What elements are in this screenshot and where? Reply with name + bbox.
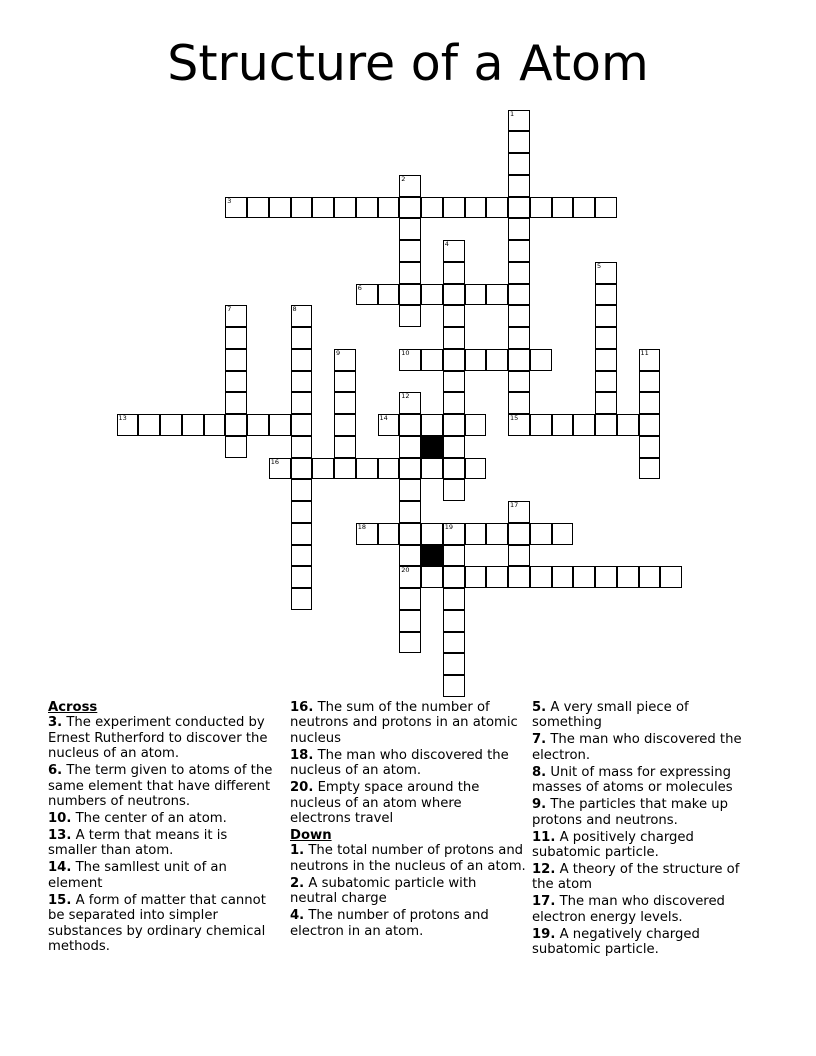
grid-cell[interactable]: [639, 392, 661, 414]
grid-cell[interactable]: [508, 218, 530, 240]
grid-cell[interactable]: [595, 197, 617, 219]
grid-cell[interactable]: [399, 545, 421, 567]
grid-cell[interactable]: [595, 566, 617, 588]
grid-cell[interactable]: [443, 566, 465, 588]
grid-cell[interactable]: [508, 392, 530, 414]
clue-item: [290, 843, 526, 874]
clue-number: 9: [336, 348, 341, 357]
clue-number: 2.: [290, 875, 305, 891]
grid-cell[interactable]: [443, 523, 465, 545]
clue-item: [48, 715, 276, 761]
grid-cell[interactable]: [660, 566, 682, 588]
clue-number: 17: [510, 501, 519, 509]
grid-cell[interactable]: [291, 436, 313, 458]
grid-cell[interactable]: [269, 197, 291, 219]
clue-text: A term that means it is smaller than atom.: [48, 828, 228, 859]
clue-list: [290, 843, 526, 939]
clue-text: Unit of mass for expressing masses of atoms or molecules: [532, 764, 733, 796]
clue-number: 12: [401, 392, 410, 401]
clue-number: 14.: [48, 860, 72, 876]
grid-cell[interactable]: [595, 349, 617, 371]
grid-cell[interactable]: [399, 632, 421, 654]
grid-cell[interactable]: [421, 349, 443, 371]
grid-cell[interactable]: [486, 197, 508, 219]
clue-item: [48, 828, 276, 859]
grid-cell[interactable]: [552, 523, 574, 545]
grid-cell[interactable]: [225, 305, 247, 327]
grid-cell[interactable]: [356, 458, 378, 480]
grid-cell[interactable]: [508, 240, 530, 262]
grid-cell[interactable]: [465, 197, 487, 219]
clue-number: 6: [357, 283, 362, 292]
clue-text: The sum of the number of neutrons and protons in an atomic nucleus: [290, 700, 518, 746]
grid-cell[interactable]: [378, 523, 400, 545]
clue-number: 11: [640, 348, 649, 357]
clue-text: The man who discovered the nucleus of an atom.: [290, 747, 509, 779]
grid-cell[interactable]: [291, 523, 313, 545]
clue-text: The man who discovered electron energy levels.: [532, 894, 725, 925]
clue-number: 8.: [532, 764, 547, 780]
grid-cell[interactable]: [399, 566, 421, 588]
grid-cell[interactable]: [443, 414, 465, 436]
grid-cell[interactable]: [595, 392, 617, 414]
grid-cell[interactable]: [356, 523, 378, 545]
black-square: [421, 436, 443, 458]
grid-cell[interactable]: [508, 327, 530, 349]
clue-item: [532, 765, 762, 796]
clue-number: 20.: [290, 780, 314, 796]
grid-cell[interactable]: [508, 414, 530, 436]
grid-cell[interactable]: [639, 349, 661, 371]
clue-item: [48, 811, 276, 826]
grid-cell[interactable]: [421, 197, 443, 219]
clue-number: 6.: [48, 763, 63, 779]
clue-number: 18.: [290, 747, 314, 763]
clue-number: 7: [227, 305, 232, 314]
grid-cell[interactable]: [465, 349, 487, 371]
grid-cell[interactable]: [291, 349, 313, 371]
puzzle-title: Structure of a Atom: [167, 35, 649, 92]
grid-cell[interactable]: [291, 479, 313, 501]
grid-cell[interactable]: [399, 479, 421, 501]
grid-cell[interactable]: [225, 197, 247, 219]
grid-cell[interactable]: [508, 110, 530, 132]
grid-cell[interactable]: [247, 414, 269, 436]
clue-text: The term given to atoms of the same element that have different numbers of neutrons.: [48, 763, 273, 810]
grid-cell[interactable]: [378, 414, 400, 436]
grid-cell[interactable]: [595, 284, 617, 306]
clue-text: A very small piece of something: [532, 700, 689, 731]
grid-cell[interactable]: [399, 436, 421, 458]
clue-text: The experiment conducted by Ernest Rutherford to discover the nucleus of an atom.: [48, 715, 268, 762]
grid-cell[interactable]: [291, 392, 313, 414]
clue-number: 5: [597, 261, 602, 270]
clue-item: [48, 763, 276, 809]
down-heading: Down: [290, 828, 332, 844]
grid-cell[interactable]: [334, 392, 356, 414]
grid-cell[interactable]: [443, 392, 465, 414]
grid-cell[interactable]: [508, 545, 530, 567]
clue-number: 10: [401, 348, 410, 357]
grid-cell[interactable]: [508, 371, 530, 393]
grid-cell[interactable]: [291, 305, 313, 327]
clue-text: A subatomic particle with neutral charge: [290, 875, 477, 907]
grid-cell[interactable]: [465, 523, 487, 545]
clue-item: [290, 780, 526, 826]
clue-item: [48, 860, 276, 891]
grid-cell[interactable]: [399, 523, 421, 545]
clue-text: The number of protons and electron in an atom.: [290, 908, 489, 939]
grid-cell[interactable]: [530, 523, 552, 545]
grid-cell[interactable]: [573, 414, 595, 436]
grid-cell[interactable]: [291, 588, 313, 610]
clue-number: 7.: [532, 732, 547, 748]
grid-cell[interactable]: [291, 501, 313, 523]
clue-item: [48, 893, 276, 955]
clue-number: 18: [357, 522, 367, 531]
clue-item: [532, 700, 762, 731]
clue-number: 4: [444, 240, 449, 248]
grid-cell[interactable]: [508, 175, 530, 197]
grid-cell[interactable]: [399, 197, 421, 219]
grid-cell[interactable]: [225, 371, 247, 393]
clue-list: [532, 700, 762, 958]
black-square: [421, 545, 443, 567]
clue-text: The particles that make up protons and neutrons.: [532, 797, 728, 828]
grid-cell[interactable]: [356, 197, 378, 219]
clue-number: 2: [401, 174, 406, 183]
clue-text: The samllest unit of an element: [48, 860, 227, 891]
grid-cell[interactable]: [269, 414, 291, 436]
grid-cell[interactable]: [225, 392, 247, 414]
grid-cell[interactable]: [399, 458, 421, 480]
grid-cell[interactable]: [291, 458, 313, 480]
grid-cell[interactable]: [291, 327, 313, 349]
grid-cell[interactable]: [552, 566, 574, 588]
grid-cell[interactable]: [356, 284, 378, 306]
grid-cell[interactable]: [595, 414, 617, 436]
grid-cell[interactable]: [334, 197, 356, 219]
grid-cell[interactable]: [573, 197, 595, 219]
grid-cell[interactable]: [421, 566, 443, 588]
clue-text: A positively charged subatomic particle.: [532, 829, 694, 861]
grid-cell[interactable]: [486, 284, 508, 306]
grid-cell[interactable]: [204, 414, 226, 436]
grid-cell[interactable]: [334, 414, 356, 436]
clue-text: The center of an atom.: [71, 811, 227, 827]
grid-cell[interactable]: [269, 458, 291, 480]
grid-cell[interactable]: [443, 675, 465, 697]
grid-cell[interactable]: [312, 197, 334, 219]
grid-cell[interactable]: [443, 610, 465, 632]
grid-cell[interactable]: [334, 349, 356, 371]
grid-cell[interactable]: [595, 262, 617, 284]
clue-text: The man who discovered the electron.: [532, 732, 742, 763]
grid-cell[interactable]: [595, 371, 617, 393]
grid-cell[interactable]: [443, 284, 465, 306]
grid-cell[interactable]: [443, 653, 465, 675]
grid-cell[interactable]: [639, 414, 661, 436]
grid-cell[interactable]: [399, 588, 421, 610]
grid-cell[interactable]: [595, 327, 617, 349]
grid-cell[interactable]: [486, 349, 508, 371]
clue-item: [532, 830, 762, 861]
grid-cell[interactable]: [421, 284, 443, 306]
clue-number: 8: [292, 305, 297, 314]
clue-text: A negatively charged subatomic particle.: [532, 926, 700, 958]
grid-cell[interactable]: [443, 240, 465, 262]
grid-cell[interactable]: [508, 284, 530, 306]
grid-cell[interactable]: [465, 566, 487, 588]
grid-cell[interactable]: [378, 197, 400, 219]
grid-cell[interactable]: [334, 371, 356, 393]
grid-cell[interactable]: [399, 262, 421, 284]
clue-text: A form of matter that cannot be separated into simpler substances by ordinary chemical methods.: [48, 892, 266, 955]
grid-cell[interactable]: [508, 566, 530, 588]
grid-cell[interactable]: [443, 545, 465, 567]
grid-cell[interactable]: [421, 414, 443, 436]
clue-list: [290, 700, 526, 826]
grid-cell[interactable]: [486, 566, 508, 588]
grid-cell[interactable]: [508, 262, 530, 284]
clue-item: [290, 908, 526, 939]
grid-cell[interactable]: [595, 305, 617, 327]
clue-number: 10.: [48, 811, 72, 827]
grid-cell[interactable]: [508, 523, 530, 545]
grid-cell[interactable]: [399, 392, 421, 414]
grid-cell[interactable]: [443, 327, 465, 349]
grid-cell[interactable]: [291, 414, 313, 436]
grid-cell[interactable]: [465, 458, 487, 480]
grid-cell[interactable]: [443, 262, 465, 284]
clue-number: 19.: [532, 926, 556, 942]
grid-cell[interactable]: [443, 436, 465, 458]
grid-cell[interactable]: [160, 414, 182, 436]
grid-cell[interactable]: [399, 414, 421, 436]
clue-number: 16: [270, 457, 280, 466]
grid-cell[interactable]: [117, 414, 139, 436]
grid-cell[interactable]: [399, 349, 421, 371]
grid-cell[interactable]: [378, 458, 400, 480]
clue-item: [532, 862, 762, 893]
grid-cell[interactable]: [443, 197, 465, 219]
clue-item: [290, 748, 526, 779]
grid-cell[interactable]: [443, 479, 465, 501]
clue-number: 17.: [532, 894, 556, 910]
grid-cell[interactable]: [443, 349, 465, 371]
clue-item: [532, 732, 762, 763]
grid-cell[interactable]: [508, 131, 530, 153]
clue-column-3: [532, 700, 762, 959]
grid-cell[interactable]: [399, 610, 421, 632]
grid-cell[interactable]: [465, 414, 487, 436]
grid-cell[interactable]: [443, 588, 465, 610]
grid-cell[interactable]: [573, 566, 595, 588]
grid-cell[interactable]: [552, 197, 574, 219]
clue-text: Empty space around the nucleus of an atom where electrons travel: [290, 780, 480, 827]
grid-cell[interactable]: [508, 501, 530, 523]
grid-cell[interactable]: [225, 436, 247, 458]
grid-cell[interactable]: [421, 458, 443, 480]
grid-cell[interactable]: [399, 218, 421, 240]
grid-cell[interactable]: [552, 414, 574, 436]
clue-list: [48, 715, 276, 954]
clue-number: 14: [379, 414, 388, 422]
clue-number: 15.: [48, 892, 72, 908]
clue-item: [290, 700, 526, 746]
grid-cell[interactable]: [399, 240, 421, 262]
clue-number: 12.: [532, 862, 556, 878]
clue-number: 11.: [532, 829, 556, 845]
clue-number: 19: [444, 522, 454, 531]
clue-number: 13.: [48, 828, 72, 844]
clue-item: [290, 876, 526, 907]
clue-number: 9.: [532, 797, 547, 813]
grid-cell[interactable]: [639, 436, 661, 458]
grid-cell[interactable]: [508, 197, 530, 219]
across-heading: Across: [48, 700, 98, 715]
grid-cell[interactable]: [291, 566, 313, 588]
grid-cell[interactable]: [399, 305, 421, 327]
clue-column-2: [290, 700, 526, 941]
grid-cell[interactable]: [225, 414, 247, 436]
clue-number: 20: [401, 566, 410, 575]
grid-cell[interactable]: [508, 153, 530, 175]
grid-cell[interactable]: [530, 566, 552, 588]
grid-cell[interactable]: [443, 305, 465, 327]
grid-cell[interactable]: [530, 414, 552, 436]
clue-text: The total number of protons and neutrons in the nucleus of an atom.: [290, 843, 526, 874]
grid-cell[interactable]: [378, 284, 400, 306]
grid-cell[interactable]: [225, 327, 247, 349]
grid-cell[interactable]: [399, 501, 421, 523]
grid-cell[interactable]: [486, 523, 508, 545]
clue-number: 3: [227, 196, 232, 205]
clue-number: 3.: [48, 715, 63, 731]
clue-column-1: [48, 700, 276, 956]
grid-cell[interactable]: [639, 458, 661, 480]
grid-cell[interactable]: [530, 197, 552, 219]
grid-cell[interactable]: [443, 371, 465, 393]
grid-cell[interactable]: [312, 458, 334, 480]
clue-number: 5.: [532, 700, 547, 715]
clue-text: A theory of the structure of the atom: [532, 862, 740, 893]
grid-cell[interactable]: [508, 349, 530, 371]
grid-cell[interactable]: [225, 349, 247, 371]
grid-cell[interactable]: [639, 371, 661, 393]
grid-cell[interactable]: [291, 197, 313, 219]
grid-cell[interactable]: [334, 436, 356, 458]
grid-cell[interactable]: [399, 175, 421, 197]
grid-cell[interactable]: [639, 566, 661, 588]
grid-cell[interactable]: [247, 197, 269, 219]
grid-cell[interactable]: [334, 458, 356, 480]
grid-cell[interactable]: [617, 414, 639, 436]
clue-item: [532, 797, 762, 828]
grid-cell[interactable]: [443, 458, 465, 480]
grid-cell[interactable]: [465, 284, 487, 306]
grid-cell[interactable]: [291, 371, 313, 393]
clue-number: 1.: [290, 843, 305, 859]
clue-item: [532, 894, 762, 925]
clue-item: [532, 927, 762, 958]
clue-number: 1: [510, 109, 515, 118]
grid-cell[interactable]: [182, 414, 204, 436]
clue-number: 16.: [290, 700, 314, 715]
clue-number: 4.: [290, 908, 305, 924]
grid-cell[interactable]: [530, 349, 552, 371]
clue-number: 13: [118, 414, 127, 422]
grid-cell[interactable]: [617, 566, 639, 588]
grid-cell[interactable]: [443, 632, 465, 654]
grid-cell[interactable]: [421, 523, 443, 545]
grid-cell[interactable]: [399, 284, 421, 306]
grid-cell[interactable]: [508, 305, 530, 327]
clue-number: 15: [510, 414, 519, 422]
grid-cell[interactable]: [291, 545, 313, 567]
grid-cell[interactable]: [138, 414, 160, 436]
